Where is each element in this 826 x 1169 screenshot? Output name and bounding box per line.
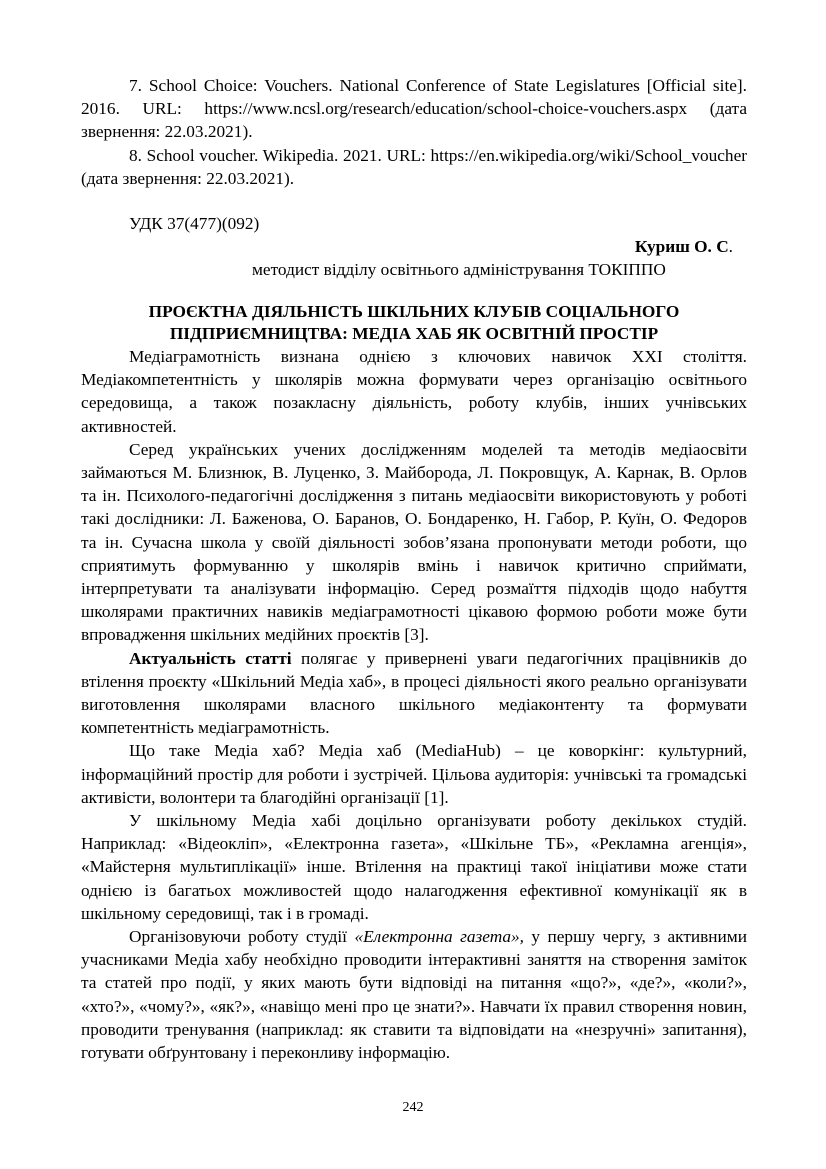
author-name-dot: .	[728, 237, 733, 256]
paragraph-4: Що таке Медіа хаб? Медіа хаб (MediaHub) – це коворкінг: культурний, інформаційний простір для роботи і зустрічей. Цільова аудиторія: учнівські та громадські активісти, волонтери та благодійні організації [1].	[81, 741, 747, 807]
reference-item-8: 8. School voucher. Wikipedia. 2021. URL: https://en.wikipedia.org/wiki/School_voucher (дата звернення: 22.03.2021).	[81, 145, 747, 188]
paragraph-6	[81, 925, 747, 1064]
article-body	[81, 345, 747, 1064]
author-affiliation: методист відділу освітнього адміністрування ТОКІППО	[252, 260, 666, 279]
paragraph-2: Серед українських учених дослідженням моделей та методів медіаосвіти займаються М. Близнюк, В. Луценко, З. Майборода, Л. Покровщук, А. Карнак, В. Орлов та ін. Психолого-педагогічні дослідження з питань медіаосвіти використовують у роботі такі дослідники: Л. Баженова, О. Баранов, О. Бондаренко, Н. Габор, Р. Куїн, О. Федоров та ін. Сучасна школа у своїй діяльності зобов’язана пропонувати методи роботи, що сприятимуть формуванню у школярів вмінь і навичок критично сприймати, інтерпретувати та аналізувати інформацію. Серед розмаїття підходів щодо набуття школярами практичних навиків медіаграмотності цікавою формою роботи може бути впровадження шкільних медійних проєктів [3].	[81, 439, 747, 645]
paragraph-6-start: Організовуючи роботу студії	[129, 927, 355, 947]
author-name	[81, 235, 733, 258]
paragraph-3	[81, 647, 747, 740]
author-name-text: Куриш О. С	[634, 237, 729, 256]
paragraph-3-text: полягає у привернені уваги педагогічних працівників до втілення проєкту «Шкільний Медіа хаб», в процесі діяльності якого реально організувати виготовлення школярами власного шкільного медіаконтенту та формувати компетентність медіаграмотність.	[81, 648, 747, 738]
relevance-heading: Актуальність статті	[129, 648, 292, 668]
paragraph-1: Медіаграмотність визнана однією з ключових навичок ХХІ століття. Медіакомпетентність у школярів можна формувати через організацію освітнього середовища, а також позакласну діяльність, роботу клубів, інших учнівських активностей.	[81, 347, 747, 436]
article-title: ПРОЄКТНА ДІЯЛЬНІСТЬ ШКІЛЬНИХ КЛУБІВ СОЦІАЛЬНОГО ПІДПРИЄМНИЦТВА: МЕДІА ХАБ ЯК ОСВІТНІЙ ПРОСТІР	[148, 302, 680, 343]
studio-name-italic: «Електронна газета»,	[354, 927, 524, 947]
reference-list	[81, 74, 747, 190]
reference-item-7: 7. School Choice: Vouchers. National Conference of State Legislatures [Official site]. 2016. URL: https://www.ncsl.org/research/education/school-choice-vouchers.aspx (дата звернення: 22.03.2021).	[81, 76, 747, 142]
page-number: 242	[402, 1100, 424, 1115]
paragraph-6-text: у першу чергу, з активними учасниками Медіа хабу необхідно проводити інтерактивні заняття на створення заміток та статей про події, у яких мають бути відповіді на питання «що?», «де?», «коли?», «хто?», «чому?», «як?», «навіщо мені про це знати?». Навчати їх правил створення новин, проводити тренування (наприклад: як ставити та відповідати на «незручні» запитання), готувати обґрунтовану і переконливу інформацію.	[81, 927, 747, 1063]
udk-code: УДК 37(477)(092)	[129, 214, 260, 233]
paragraph-5: У шкільному Медіа хабі доцільно організувати роботу декількох студій. Наприклад: «Відеокліп», «Електронна газета», «Шкільне ТБ», «Рекламна агенція», «Майстерня мультиплікації» інше. Втілення на практиці такої ініціативи може стати однією із багатьох можливостей щодо налагодження ефективної комунікації як в шкільному середовищі, так і в громаді.	[81, 811, 747, 923]
